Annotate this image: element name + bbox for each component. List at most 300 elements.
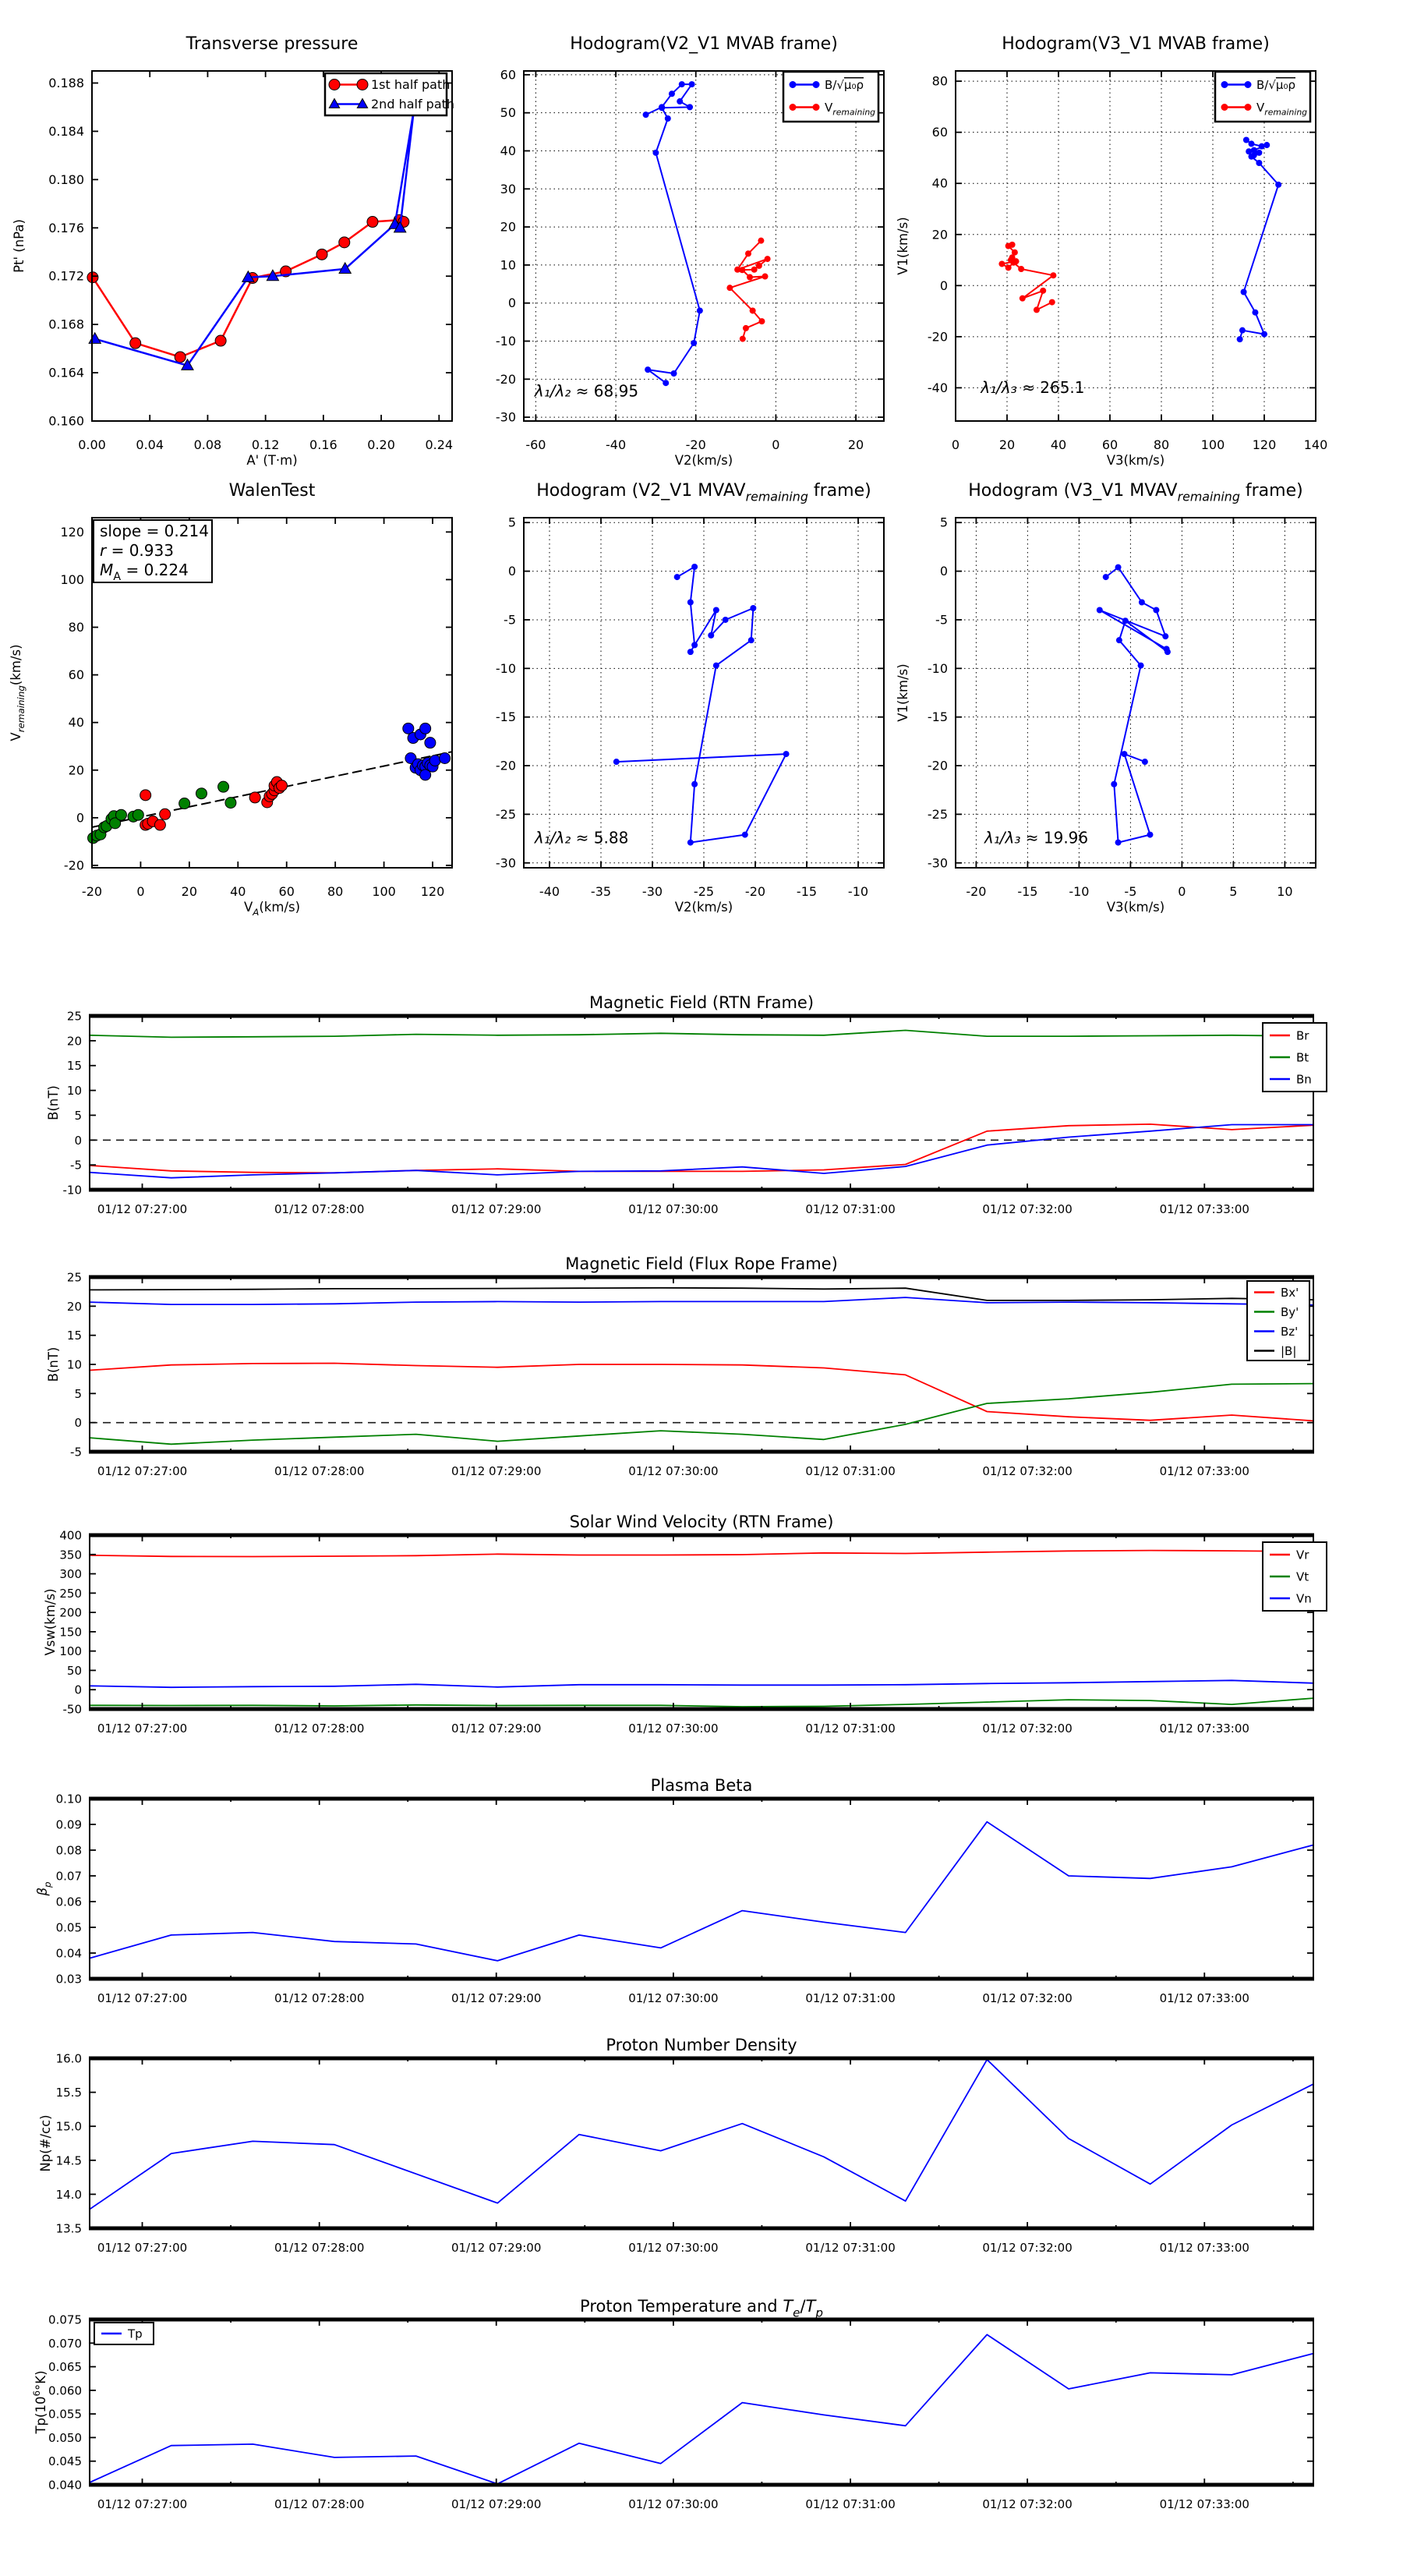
hodogram-v3v1-mvab-ylabel: V1(km/s) <box>896 217 910 275</box>
circle-marker <box>726 285 733 291</box>
circle-marker <box>367 217 378 228</box>
circle-marker <box>750 307 756 313</box>
circle-marker <box>758 238 764 244</box>
transverse-pressure-frame <box>92 71 455 421</box>
mag-fluxrope-B-magnitude-line <box>90 1288 1313 1300</box>
circle-marker <box>1256 160 1262 166</box>
hodogram-v2v1-mvav-series-V-hodogram <box>613 564 790 846</box>
mag-fluxrope-legend-label: |B| <box>1281 1344 1297 1358</box>
hodogram-v3v1-mvab-xlabel: V3(km/s) <box>1106 453 1165 468</box>
hodogram-v3v1-mvav-grid <box>956 518 1316 868</box>
circle-marker <box>687 600 694 606</box>
proton-density-xtick-label: 01/12 07:27:00 <box>97 2241 188 2255</box>
hodogram-v2v1-mvab-ytick-label: -30 <box>495 409 516 425</box>
walen-test-stats-line: slope = 0.214 <box>100 522 209 540</box>
panel-hodogram-v3v1-mvab <box>896 34 1327 468</box>
mag-rtn-ytick-label: 5 <box>74 1108 82 1123</box>
mag-rtn-Bt-line <box>90 1031 1313 1038</box>
proton-temp-ytick-label: 0.040 <box>48 2478 82 2493</box>
hodogram-v3v1-mvav-series-V-hodogram <box>1097 564 1171 846</box>
mag-fluxrope-ylabel: B(nT) <box>46 1346 61 1382</box>
hodogram-v2v1-mvav-ytick-label: -30 <box>495 855 516 871</box>
vsw-rtn-legend <box>1263 1542 1327 1611</box>
circle-marker <box>1249 140 1255 147</box>
mag-fluxrope-xtick-label: 01/12 07:30:00 <box>628 1464 719 1478</box>
walen-test-ytick-label: 80 <box>68 620 84 635</box>
proton-density-xtick-label: 01/12 07:31:00 <box>805 2241 896 2255</box>
circle-marker <box>1049 299 1055 306</box>
hodogram-v2v1-mvav-ytick-label: -10 <box>495 660 516 676</box>
hodogram-v2v1-mvab-ytick-label: -20 <box>495 371 516 387</box>
hodogram-v3v1-mvab-title: Hodogram(V3_V1 MVAB frame) <box>1002 34 1270 54</box>
circle-marker <box>691 781 698 787</box>
transverse-pressure-ytick-label: 0.172 <box>48 268 84 284</box>
circle-marker <box>1221 81 1228 88</box>
proton-temp-ylabel: $Tp(10^6^\circ K)$ <box>31 2370 48 2434</box>
hodogram-v2v1-mvab-xtick-label: -60 <box>525 437 546 452</box>
hodogram-v2v1-mvab-legend-label: B/√μ₀ρ <box>825 78 864 92</box>
walen-test-xlabel: $V_A(km/s)$ <box>243 900 301 918</box>
mag-rtn-legend <box>1263 1023 1327 1092</box>
hodogram-v3v1-mvab-ytick-label: 40 <box>931 175 948 191</box>
circle-marker <box>1243 136 1249 143</box>
circle-marker <box>1139 600 1145 606</box>
proton-density-ylabel: Np(#/cc) <box>38 2114 53 2172</box>
transverse-pressure-xtick-label: 0.08 <box>193 437 222 452</box>
proton-density-xtick-label: 01/12 07:33:00 <box>1159 2241 1249 2255</box>
hodogram-v3v1-mvab-xtick-label: 20 <box>998 437 1016 452</box>
circle-marker <box>1005 243 1012 249</box>
vsw-rtn-Vr-line <box>90 1551 1313 1557</box>
circle-marker <box>748 637 755 643</box>
hodogram-v3v1-mvab-legend-label: $V_{remaining}$ <box>1256 101 1308 118</box>
transverse-pressure-ytick-label: 0.180 <box>48 172 84 187</box>
circle-marker <box>1245 104 1252 111</box>
circle-marker <box>440 752 451 763</box>
plasma-beta-ytick-label: 0.06 <box>55 1895 82 1909</box>
circle-marker <box>663 380 669 386</box>
hodogram-v2v1-mvab-xtick-label: 20 <box>847 437 864 452</box>
proton-temp-ytick-label: 0.075 <box>48 2312 82 2327</box>
hodogram-v3v1-mvav-ytick-label: 5 <box>939 515 948 530</box>
mag-fluxrope-title: Magnetic Field (Flux Rope Frame) <box>565 1254 838 1273</box>
vsw-rtn-ytick-label: 0 <box>74 1683 82 1697</box>
mag-rtn-ytick-label: -10 <box>62 1183 82 1198</box>
circle-marker <box>813 104 820 111</box>
transverse-pressure-ytick-label: 0.160 <box>48 413 84 429</box>
proton-density-frame <box>90 2058 1313 2228</box>
hodogram-v2v1-mvav-xtick-label: -15 <box>796 884 818 899</box>
plasma-beta-ytick-label: 0.07 <box>55 1869 82 1884</box>
vsw-rtn-ticks <box>90 1535 1313 1709</box>
vsw-rtn-legend-label: Vt <box>1296 1569 1309 1584</box>
circle-marker <box>429 755 440 766</box>
vsw-rtn-ytick-label: 50 <box>66 1663 82 1678</box>
mag-fluxrope-series-B-magnitude <box>90 1288 1313 1300</box>
hodogram-v2v1-mvav-xlabel: V2(km/s) <box>674 900 733 915</box>
proton-temp-frame <box>90 2319 1313 2485</box>
hodogram-v3v1-mvav-ytick-label: -20 <box>927 758 948 773</box>
circle-marker <box>1115 564 1122 571</box>
transverse-pressure-ylabel: Pt' (nPa) <box>12 219 27 273</box>
vsw-rtn-ytick-label: -50 <box>62 1702 82 1717</box>
hodogram-v2v1-mvav-ytick-label: 5 <box>507 515 516 530</box>
walen-test-series-group-red <box>140 777 288 830</box>
circle-marker <box>1010 260 1016 266</box>
hodogram-v3v1-mvav-ytick-label: -30 <box>927 855 948 871</box>
hodogram-v2v1-mvab-ytick-label: 30 <box>500 181 516 196</box>
circle-marker <box>659 104 665 111</box>
hodogram-v3v1-mvav-xtick-label: 10 <box>1277 884 1293 899</box>
vsw-rtn-xtick-label: 01/12 07:33:00 <box>1159 1721 1249 1736</box>
mag-rtn-Bn-line <box>90 1125 1313 1178</box>
proton-density-ytick-label: 15.5 <box>55 2086 82 2100</box>
vsw-rtn-Vt-line <box>90 1698 1313 1707</box>
hodogram-v3v1-mvab-B-over-sqrt-mu0rho-line <box>1240 140 1279 340</box>
vsw-rtn-ytick-label: 150 <box>59 1625 82 1640</box>
mag-fluxrope-By-prime-line <box>90 1384 1313 1445</box>
circle-marker <box>674 574 680 580</box>
mag-rtn-title: Magnetic Field (RTN Frame) <box>588 993 815 1012</box>
mag-rtn-ytick-label: 0 <box>74 1133 82 1148</box>
circle-marker <box>225 798 236 809</box>
circle-marker <box>1252 310 1258 316</box>
mag-rtn-xtick-label: 01/12 07:30:00 <box>628 1202 719 1216</box>
circle-marker <box>249 792 260 803</box>
hodogram-v2v1-mvab-ytick-label: 40 <box>500 143 516 158</box>
vsw-rtn-xtick-label: 01/12 07:29:00 <box>451 1721 542 1736</box>
mag-rtn-ylabel: B(nT) <box>46 1085 61 1120</box>
transverse-pressure-legend <box>325 73 454 115</box>
vsw-rtn-ytick-label: 300 <box>59 1567 82 1582</box>
circle-marker <box>747 274 753 281</box>
vsw-rtn-xtick-label: 01/12 07:28:00 <box>274 1721 365 1736</box>
vsw-rtn-Vn-line <box>90 1680 1313 1687</box>
circle-marker <box>133 809 143 820</box>
walen-test-ytick-label: 0 <box>76 810 84 826</box>
hodogram-v3v1-mvav-xtick-label: -5 <box>1124 884 1137 899</box>
plasma-beta-ytick-label: 0.10 <box>55 1792 82 1806</box>
hodogram-v2v1-mvav-ytick-label: -5 <box>504 612 516 628</box>
mag-fluxrope-ytick-label: 20 <box>66 1299 82 1314</box>
proton-temp-ytick-label: 0.070 <box>48 2336 82 2351</box>
hodogram-v3v1-mvab-ytick-label: -40 <box>927 380 948 395</box>
vsw-rtn-ytick-label: 250 <box>59 1586 82 1601</box>
hodogram-v2v1-mvab-xtick-label: -40 <box>605 437 627 452</box>
circle-marker <box>652 150 659 156</box>
proton-temp-title: Proton Temperature and $T_e/T_p$ <box>580 2297 823 2320</box>
hodogram-v3v1-mvab-legend-label: B/√μ₀ρ <box>1256 78 1295 92</box>
panel-hodogram-v2v1-mvav <box>496 481 884 915</box>
hodogram-v2v1-mvab-ytick-label: 10 <box>500 257 516 273</box>
circle-marker <box>1164 649 1171 655</box>
panel-proton-temp <box>31 2297 1314 2511</box>
circle-marker <box>691 642 698 648</box>
plasma-beta-xtick-label: 01/12 07:31:00 <box>805 1991 896 2005</box>
circle-marker <box>1050 272 1056 278</box>
circle-marker <box>762 274 769 280</box>
mag-rtn-frame <box>90 1016 1313 1190</box>
transverse-pressure-series-2nd-half-path <box>89 104 419 370</box>
plasma-beta-ytick-label: 0.03 <box>55 1972 82 1987</box>
vsw-rtn-xtick-label: 01/12 07:31:00 <box>805 1721 896 1736</box>
circle-marker <box>357 80 368 90</box>
walen-test-ytick-label: 120 <box>60 524 84 540</box>
hodogram-v2v1-mvab-xtick-label: 0 <box>772 437 780 452</box>
plasma-beta-beta-p-line <box>90 1822 1313 1961</box>
circle-marker <box>1115 840 1122 846</box>
walen-test-title: WalenTest <box>228 481 316 501</box>
hodogram-v2v1-mvav-V-hodogram-line <box>617 567 786 843</box>
walen-test-xtick-label: -20 <box>81 884 103 899</box>
transverse-pressure-title: Transverse pressure <box>186 34 359 54</box>
circle-marker <box>339 237 350 248</box>
hodogram-v2v1-mvab-title: Hodogram(V2_V1 MVAB frame) <box>570 34 838 54</box>
circle-marker <box>140 790 151 801</box>
mag-fluxrope-legend <box>1247 1281 1309 1361</box>
hodogram-v2v1-mvab-B-over-sqrt-mu0rho-line <box>646 84 700 383</box>
panel-vsw-rtn <box>43 1513 1327 1736</box>
circle-marker <box>643 111 649 118</box>
circle-marker <box>1040 288 1046 294</box>
mag-rtn-legend-label: Bn <box>1296 1072 1312 1087</box>
transverse-pressure-xtick-label: 0.24 <box>425 437 454 452</box>
hodogram-v2v1-mvab-ticks <box>524 71 884 421</box>
panel-hodogram-v3v1-mvav <box>896 481 1316 915</box>
mag-rtn-xtick-label: 01/12 07:29:00 <box>451 1202 542 1216</box>
walen-test-ytick-label: 100 <box>60 571 84 587</box>
plasma-beta-xtick-label: 01/12 07:28:00 <box>274 1991 365 2005</box>
circle-marker <box>687 840 694 846</box>
transverse-pressure-xtick-label: 0.04 <box>136 437 164 452</box>
circle-marker <box>115 809 126 820</box>
mag-fluxrope-xtick-label: 01/12 07:31:00 <box>805 1464 896 1478</box>
circle-marker <box>175 352 186 363</box>
circle-marker <box>1263 142 1270 148</box>
hodogram-v3v1-mvav-title: Hodogram (V3_V1 $MVAV_{remaining}$ frame) <box>968 481 1303 504</box>
plasma-beta-ylabel: $\beta_p$ <box>35 1881 53 1896</box>
proton-density-xtick-label: 01/12 07:28:00 <box>274 2241 365 2255</box>
transverse-pressure-ytick-label: 0.168 <box>48 317 84 332</box>
circle-marker <box>751 267 758 273</box>
hodogram-v3v1-mvav-xtick-label: -10 <box>1069 884 1090 899</box>
hodogram-v3v1-mvab-legend <box>1215 72 1310 122</box>
circle-marker <box>745 250 751 257</box>
mag-fluxrope-legend-label: Bz' <box>1281 1325 1299 1339</box>
hodogram-v2v1-mvab-ytick-label: -10 <box>495 334 516 349</box>
transverse-pressure-ytick-label: 0.188 <box>48 75 84 90</box>
hodogram-v2v1-mvab-annotation: λ₁/λ₂ ≈ 68.95 <box>534 381 639 401</box>
circle-marker <box>758 318 765 324</box>
hodogram-v2v1-mvav-xtick-label: -40 <box>539 884 560 899</box>
mag-rtn-xtick-label: 01/12 07:27:00 <box>97 1202 188 1216</box>
hodogram-v2v1-mvab-series-V-remaining <box>726 238 770 342</box>
proton-density-Np-line <box>90 2060 1313 2210</box>
panel-hodogram-v2v1-mvab <box>496 34 884 468</box>
hodogram-v3v1-mvav-ytick-label: -15 <box>927 709 948 725</box>
hodogram-v2v1-mvav-xtick-label: -20 <box>744 884 766 899</box>
circle-marker <box>179 798 190 809</box>
mag-fluxrope-ytick-label: 15 <box>66 1329 82 1343</box>
circle-marker <box>1249 154 1255 160</box>
walen-test-series-group-blue <box>403 723 451 780</box>
mag-fluxrope-ytick-label: 0 <box>74 1416 82 1431</box>
hodogram-v3v1-mvab-ytick-label: -20 <box>927 329 948 345</box>
mag-rtn-xtick-label: 01/12 07:31:00 <box>805 1202 896 1216</box>
mag-rtn-ticks <box>90 1016 1313 1190</box>
circle-marker <box>420 723 431 734</box>
proton-temp-xtick-label: 01/12 07:29:00 <box>451 2497 542 2511</box>
circle-marker <box>708 632 714 639</box>
mag-rtn-xtick-label: 01/12 07:32:00 <box>982 1202 1073 1216</box>
transverse-pressure-legend-label: 2nd half path <box>371 97 455 111</box>
plasma-beta-title: Plasma Beta <box>650 1776 753 1795</box>
proton-temp-xtick-label: 01/12 07:33:00 <box>1159 2497 1249 2511</box>
circle-marker <box>276 780 287 791</box>
hodogram-v3v1-mvav-xlabel: V3(km/s) <box>1106 900 1165 915</box>
proton-temp-xtick-label: 01/12 07:28:00 <box>274 2497 365 2511</box>
walen-test-ytick-label: -20 <box>63 858 84 873</box>
proton-temp-ytick-label: 0.045 <box>48 2454 82 2469</box>
hodogram-v3v1-mvab-xtick-label: 140 <box>1303 437 1328 452</box>
circle-marker <box>1018 266 1024 272</box>
circle-marker <box>1147 832 1153 838</box>
circle-marker <box>1241 288 1247 295</box>
walen-test-ytick-label: 60 <box>68 667 84 683</box>
circle-marker <box>750 605 756 611</box>
transverse-pressure-2nd-half-path-line <box>95 111 414 366</box>
circle-marker <box>677 98 683 104</box>
vsw-rtn-xtick-label: 01/12 07:32:00 <box>982 1721 1073 1736</box>
circle-marker <box>1116 637 1122 643</box>
mag-fluxrope-ytick-label: -5 <box>70 1445 82 1460</box>
mag-fluxrope-xtick-label: 01/12 07:33:00 <box>1159 1464 1249 1478</box>
triangle-marker <box>89 333 101 344</box>
proton-density-xtick-label: 01/12 07:32:00 <box>982 2241 1073 2255</box>
hodogram-v3v1-mvab-xtick-label: 100 <box>1200 437 1225 452</box>
hodogram-v3v1-mvav-xtick-label: 5 <box>1229 884 1238 899</box>
circle-marker <box>1005 264 1012 271</box>
circle-marker <box>1221 104 1228 111</box>
transverse-pressure-xlabel: A' (T·m) <box>246 453 298 468</box>
mag-rtn-legend-label: Bt <box>1296 1050 1309 1065</box>
circle-marker <box>790 81 797 88</box>
hodogram-v2v1-mvab-xlabel: V2(km/s) <box>674 453 733 468</box>
plasma-beta-ytick-label: 0.09 <box>55 1817 82 1832</box>
hodogram-v3v1-mvav-ytick-label: -25 <box>927 806 948 822</box>
mag-fluxrope-xtick-label: 01/12 07:27:00 <box>97 1464 188 1478</box>
circle-marker <box>739 267 745 273</box>
circle-marker <box>130 338 141 349</box>
vsw-rtn-ylabel: Vsw(km/s) <box>43 1588 58 1656</box>
circle-marker <box>689 81 695 87</box>
hodogram-v2v1-mvav-xtick-label: -30 <box>641 884 663 899</box>
proton-density-ytick-label: 15.0 <box>55 2119 82 2134</box>
proton-temp-xtick-label: 01/12 07:27:00 <box>97 2497 188 2511</box>
vsw-rtn-series-Vt <box>90 1698 1313 1707</box>
proton-temp-xtick-label: 01/12 07:32:00 <box>982 2497 1073 2511</box>
mag-rtn-ytick-label: 15 <box>66 1059 82 1074</box>
hodogram-v3v1-mvav-ytick-label: 0 <box>939 564 948 579</box>
proton-temp-Tp-line <box>90 2334 1313 2483</box>
proton-density-ytick-label: 14.5 <box>55 2153 82 2168</box>
hodogram-v3v1-mvab-xtick-label: 120 <box>1252 437 1277 452</box>
panel-proton-density <box>38 2036 1314 2255</box>
panel-mag-fluxrope <box>46 1254 1314 1478</box>
mag-fluxrope-xtick-label: 01/12 07:28:00 <box>274 1464 365 1478</box>
circle-marker <box>723 617 729 623</box>
mag-rtn-xtick-label: 01/12 07:33:00 <box>1159 1202 1249 1216</box>
proton-temp-legend <box>94 2323 154 2344</box>
hodogram-v3v1-mvab-series-B-over-sqrt-mu0rho <box>1237 136 1282 342</box>
circle-marker <box>1153 607 1159 613</box>
walen-test-xtick-label: 60 <box>278 884 295 899</box>
proton-temp-ytick-label: 0.060 <box>48 2383 82 2398</box>
hodogram-v2v1-mvab-ytick-label: 0 <box>507 295 516 311</box>
mag-fluxrope-series-By-prime <box>90 1384 1313 1445</box>
circle-marker <box>1097 607 1103 613</box>
mag-fluxrope-series-Bz-prime <box>90 1297 1313 1305</box>
vsw-rtn-ytick-label: 350 <box>59 1548 82 1562</box>
circle-marker <box>687 104 693 110</box>
walen-test-ylabel: $V_{remaining}(km/s)$ <box>9 644 27 741</box>
hodogram-v3v1-mvab-ytick-label: 20 <box>931 227 948 242</box>
hodogram-v2v1-mvab-legend <box>783 72 878 122</box>
hodogram-v2v1-mvav-annotation: λ₁/λ₂ ≈ 5.88 <box>534 828 629 847</box>
circle-marker <box>687 649 694 655</box>
hodogram-v2v1-mvab-ytick-label: 20 <box>500 219 516 235</box>
hodogram-v3v1-mvab-xtick-label: 0 <box>951 437 960 452</box>
circle-marker <box>196 788 207 799</box>
circle-marker <box>160 809 171 819</box>
mag-fluxrope-ytick-label: 25 <box>66 1270 82 1285</box>
circle-marker <box>742 832 748 838</box>
hodogram-v2v1-mvab-ytick-label: 60 <box>500 67 516 83</box>
mag-rtn-ytick-label: 25 <box>66 1009 82 1024</box>
transverse-pressure-ytick-label: 0.176 <box>48 220 84 235</box>
mag-rtn-ytick-label: 20 <box>66 1034 82 1049</box>
circle-marker <box>1239 327 1246 334</box>
mag-rtn-series-Bt <box>90 1031 1313 1038</box>
hodogram-v2v1-mvav-ytick-label: 0 <box>507 564 516 579</box>
plasma-beta-ticks <box>90 1799 1313 1979</box>
vsw-rtn-xtick-label: 01/12 07:27:00 <box>97 1721 188 1736</box>
mag-fluxrope-Bx-prime-line <box>90 1364 1313 1421</box>
hodogram-v3v1-mvav-ytick-label: -10 <box>927 660 948 676</box>
circle-marker <box>697 307 703 313</box>
mag-fluxrope-legend-label: Bx' <box>1281 1286 1299 1300</box>
hodogram-v3v1-mvab-V-remaining-line <box>1002 245 1053 310</box>
proton-density-xtick-label: 01/12 07:30:00 <box>628 2241 719 2255</box>
circle-marker <box>1020 295 1026 302</box>
circle-marker <box>669 90 675 97</box>
plasma-beta-ytick-label: 0.08 <box>55 1843 82 1858</box>
circle-marker <box>215 335 226 346</box>
circle-marker <box>713 663 719 669</box>
circle-marker <box>740 336 746 342</box>
hodogram-v2v1-mvav-xtick-label: -35 <box>590 884 612 899</box>
proton-temp-xtick-label: 01/12 07:31:00 <box>805 2497 896 2511</box>
circle-marker <box>425 738 436 748</box>
hodogram-v2v1-mvav-xtick-label: -25 <box>693 884 715 899</box>
hodogram-v2v1-mvav-title: Hodogram (V2_V1 $MVAV_{remaining}$ frame) <box>536 481 871 504</box>
mag-fluxrope-xtick-label: 01/12 07:32:00 <box>982 1464 1073 1478</box>
vsw-rtn-legend-label: Vr <box>1296 1548 1309 1562</box>
transverse-pressure-series-1st-half-path <box>87 214 409 363</box>
transverse-pressure-xtick-label: 0.16 <box>309 437 337 452</box>
transverse-pressure-xtick-label: 0.00 <box>78 437 106 452</box>
plasma-beta-series-beta-p <box>90 1822 1313 1961</box>
